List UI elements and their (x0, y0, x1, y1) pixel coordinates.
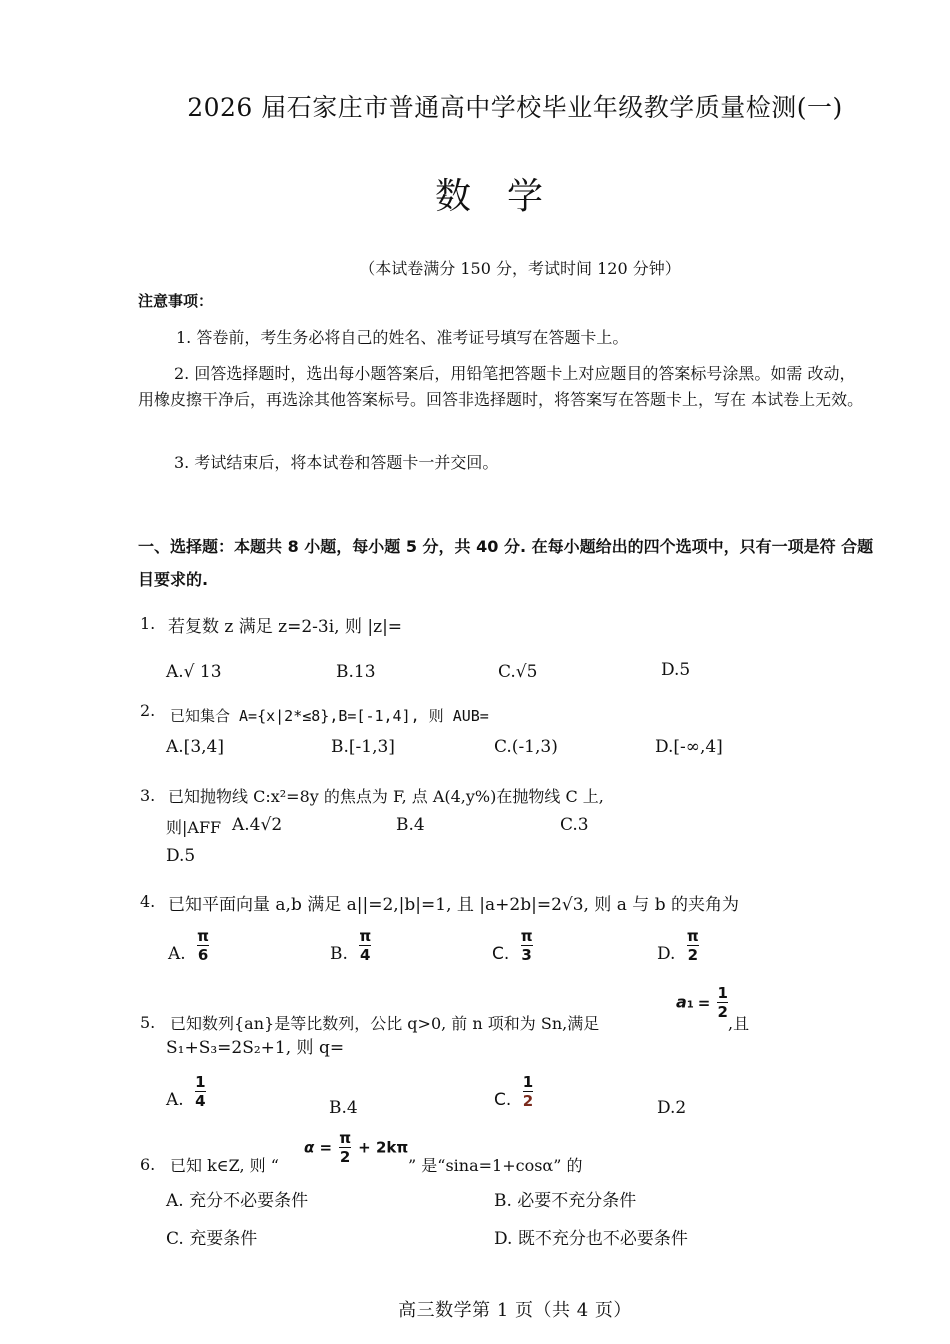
fraction: $\frac{1}{4}$ (195, 1073, 206, 1110)
option-b: B.13 (336, 662, 376, 682)
question-number: 2. (140, 701, 156, 720)
question-number: 3. (140, 786, 156, 805)
exam-info: （本试卷满分 150 分，考试时间 120 分钟） (359, 259, 681, 278)
option-c: C.3 (560, 815, 589, 835)
option-c: C. $\frac{\pi}{3}$ (492, 927, 533, 964)
option-a: A. $\frac{1}{4}$ (166, 1073, 206, 1110)
question-stem: 若复数 z 满足 z=2-3i, 则 |z|= (168, 617, 403, 637)
question-stem: 已知集合 A={x|2*≤8},B=[-1,4], 则 AUB= (170, 707, 489, 725)
a1-equals-half: a1 = $\frac{1}{2}$ (676, 984, 728, 1021)
notice-item-1: 1. 答卷前，考生务必将自己的姓名、准考证号填写在答题卡上。 (176, 328, 629, 347)
question-number: 1. (140, 614, 156, 633)
fraction: $\frac{1}{2}$ (717, 984, 728, 1021)
option-b: B. $\frac{\pi}{4}$ (330, 927, 372, 964)
option-a: A. 充分不必要条件 (166, 1191, 309, 1211)
option-a: A. $\frac{\pi}{6}$ (168, 927, 209, 964)
question-stem: 已知 k∈Z, 则 “ (170, 1156, 279, 1175)
question-stem-cont: 则|AFF (166, 818, 222, 837)
question-stem: 已知抛物线 C:x²=8y 的焦点为 F, 点 A(4,y%)在抛物线 C 上, (168, 787, 604, 806)
option-c: C. $\frac{1}{2}$ (494, 1073, 534, 1110)
option-c: C.√5 (498, 662, 538, 682)
fraction: $\frac{\pi}{3}$ (520, 927, 533, 964)
option-c: C. 充要条件 (166, 1229, 258, 1249)
option-b: B. 必要不充分条件 (494, 1191, 637, 1211)
fraction: $\frac{\pi}{2}$ (339, 1129, 352, 1166)
question-stem: 已知数列{an}是等比数列，公比 q>0, 前 n 项和为 Sn,满足 (170, 1014, 600, 1033)
option-d: D.[-∞,4] (655, 737, 723, 757)
page-footer: 高三数学第 1 页（共 4 页） (398, 1300, 632, 1321)
subject-title: 数学 (434, 176, 579, 217)
section-heading: 一、选择题：本题共 8 小题，每小题 5 分，共 40 分. 在每小题给出的四个选项中，只有一项是符 合题目要求的. (138, 537, 874, 589)
option-b: B.4 (329, 1098, 358, 1118)
exam-title: 2026 届石家庄市普通高中学校毕业年级教学质量检测(一) (187, 93, 843, 122)
fraction: $\frac{\pi}{6}$ (197, 927, 209, 964)
option-b: B.[-1,3] (331, 737, 395, 757)
option-b: B.4 (396, 815, 425, 835)
question-stem-cont: S₁+S₃=2S₂+1, 则 q= (166, 1038, 345, 1058)
question-stem: 已知平面向量 a,b 满足 a||=2,|b|=1, 且 |a+2b|=2√3, 则 a 与 b 的夹角为 (168, 895, 739, 915)
fraction: $\frac{1}{2}$ (522, 1073, 534, 1110)
question-number: 6. (140, 1155, 156, 1174)
option-a: A.√ 13 (166, 662, 222, 682)
option-a: A.4√2 (232, 815, 283, 835)
question-stem-tail: ,且 (728, 1014, 750, 1033)
option-a: A.[3,4] (166, 737, 224, 757)
option-c: C.(-1,3) (494, 737, 558, 757)
option-d: D.2 (657, 1098, 687, 1118)
option-d: D. 既不充分也不必要条件 (494, 1229, 688, 1249)
formula: α = $\frac{\pi}{2}$ + 2kπ (304, 1129, 409, 1166)
fraction: $\frac{\pi}{2}$ (686, 927, 699, 964)
notice-item-3: 3. 考试结束后，将本试卷和答题卡一并交回。 (174, 453, 499, 472)
option-d: D.5 (661, 660, 691, 680)
question-number: 5. (140, 1013, 156, 1032)
question-number: 4. (140, 892, 156, 911)
fraction: $\frac{\pi}{4}$ (359, 927, 372, 964)
question-stem-tail: ” 是“sina=1+cosα” 的 (408, 1156, 583, 1175)
option-d: D.5 (166, 846, 196, 866)
notice-heading: 注意事项： (138, 292, 214, 310)
notice-item-2: 2. 回答选择题时，选出每小题答案后，用铅笔把答题卡上对应题目的答案标号涂黑。如需 改动，用橡皮擦干净后，再选涂其他答案标号。回答非选择题时，将答案写在答题卡上，写在 本试卷上无效。 (138, 364, 864, 409)
option-d: D. $\frac{\pi}{2}$ (657, 927, 699, 964)
